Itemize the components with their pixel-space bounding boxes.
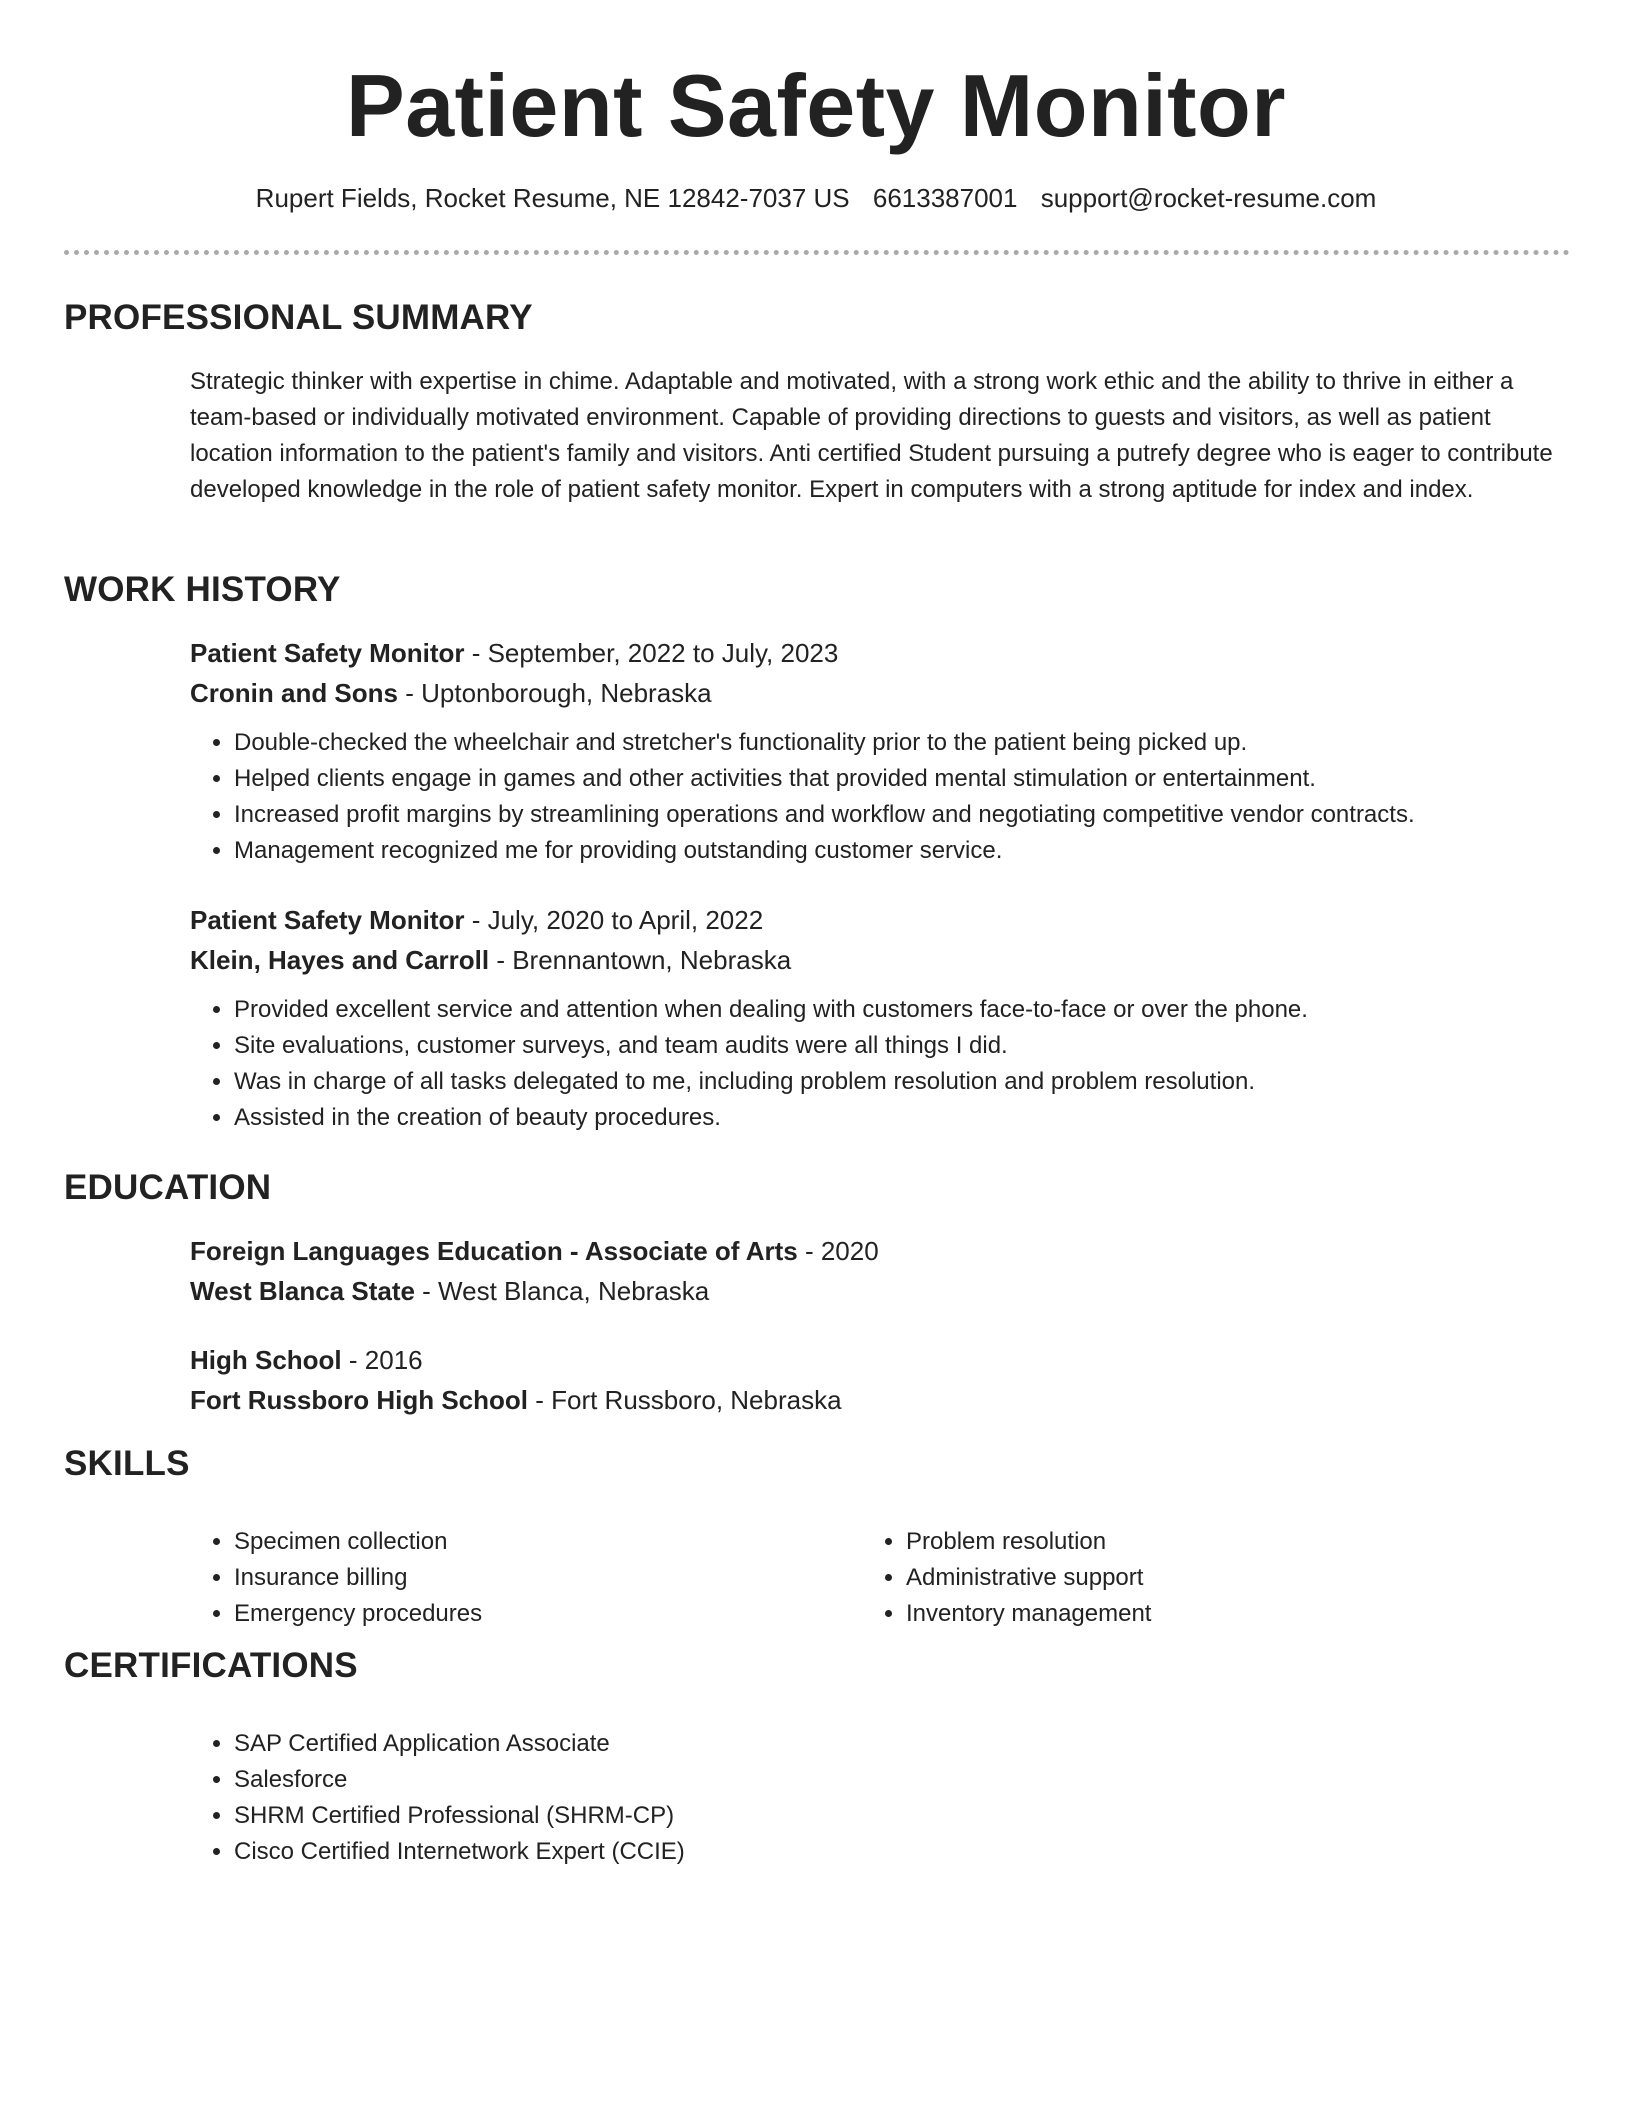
education-entry [190,1340,1570,1420]
certifications-list [190,1726,1570,1870]
education-school-line [190,1271,1570,1311]
job-entry [190,633,1570,869]
skills-heading: SKILLS [64,1444,190,1483]
education-school: West Blanca State [190,1276,415,1306]
job-title-line [190,633,1570,673]
skill-item: • Specimen collection [234,1524,482,1560]
job-location: - Brennantown, Nebraska [489,945,792,975]
job-title-line [190,900,1570,940]
skill-item: • Emergency procedures [234,1596,482,1632]
certification-item: • SAP Certified Application Associate [234,1726,1570,1762]
work-history-heading: WORK HISTORY [64,570,341,609]
job-dates: - July, 2020 to April, 2022 [464,905,764,935]
certification-item: • Salesforce [234,1762,1570,1798]
job-company: Klein, Hayes and Carroll [190,945,490,975]
job-bullet: • Helped clients engage in games and other activities that provided mental stimulation or entertainment. [234,761,1570,797]
job-dates: - September, 2022 to July, 2023 [464,638,839,668]
education-school-line [190,1380,1570,1420]
job-bullet: • Double-checked the wheelchair and stretcher's functionality prior to the patient being picked up. [234,725,1570,761]
skills-column-right [862,1524,1151,1632]
skill-item: • Administrative support [906,1560,1151,1596]
education-degree-line [190,1340,1570,1380]
education-heading: EDUCATION [64,1168,272,1207]
contact-email: support@rocket-resume.com [1040,183,1377,213]
job-bullet: • Increased profit margins by streamlining operations and workflow and negotiating competitive vendor contracts. [234,797,1570,833]
education-degree: High School [190,1345,342,1375]
certifications-heading: CERTIFICATIONS [64,1646,358,1685]
job-bullets [190,725,1570,869]
job-bullet: • Assisted in the creation of beauty procedures. [234,1100,1570,1136]
skills-column-left [190,1524,482,1632]
job-entry [190,900,1570,1136]
education-degree-line [190,1231,1570,1271]
job-bullet: • Provided excellent service and attention when dealing with customers face-to-face or over the phone. [234,992,1570,1028]
header-divider [64,250,1570,255]
certifications-items [190,1726,1570,1870]
contact-line [0,180,1632,216]
certification-item: • Cisco Certified Internetwork Expert (CCIE) [234,1834,1570,1870]
job-bullet: • Site evaluations, customer surveys, and team audits were all things I did. [234,1028,1570,1064]
contact-address: Rupert Fields, Rocket Resume, NE 12842-7037 US [255,183,850,213]
summary-text: Strategic thinker with expertise in chime. Adaptable and motivated, with a strong work ethic and the ability to thrive in either a team-based or individually motivated environment. Capable of providing directions to guests and visitors, as well as patient location information to the patient's family and visitors. Anti certified Student pursuing a putrefy degree who is eager to contribute developed knowledge in the role of patient safety monitor. Expert in computers with a strong aptitude for index and index. [190,368,1553,503]
certification-item: • SHRM Certified Professional (SHRM-CP) [234,1798,1570,1834]
education-degree: Foreign Languages Education - Associate of Arts [190,1236,798,1266]
education-year: - 2020 [797,1236,879,1266]
job-bullet: • Management recognized me for providing outstanding customer service. [234,833,1570,869]
job-bullets [190,992,1570,1136]
job-role: Patient Safety Monitor [190,638,465,668]
education-location: - Fort Russboro, Nebraska [528,1385,842,1415]
skill-item: • Inventory management [906,1596,1151,1632]
job-bullet: • Was in charge of all tasks delegated to me, including problem resolution and problem resolution. [234,1064,1570,1100]
education-school: Fort Russboro High School [190,1385,528,1415]
job-role: Patient Safety Monitor [190,905,465,935]
skill-item: • Problem resolution [906,1524,1151,1560]
education-entry [190,1231,1570,1311]
education-location: - West Blanca, Nebraska [414,1276,710,1306]
summary-heading: PROFESSIONAL SUMMARY [64,298,533,337]
job-location: - Uptonborough, Nebraska [398,678,712,708]
job-company-line [190,940,1570,980]
education-year: - 2016 [341,1345,423,1375]
contact-phone: 6613387001 [872,183,1018,213]
job-company: Cronin and Sons [190,678,398,708]
job-company-line [190,673,1570,713]
candidate-name: Patient Safety Monitor [346,56,1286,155]
skill-item: • Insurance billing [234,1560,482,1596]
